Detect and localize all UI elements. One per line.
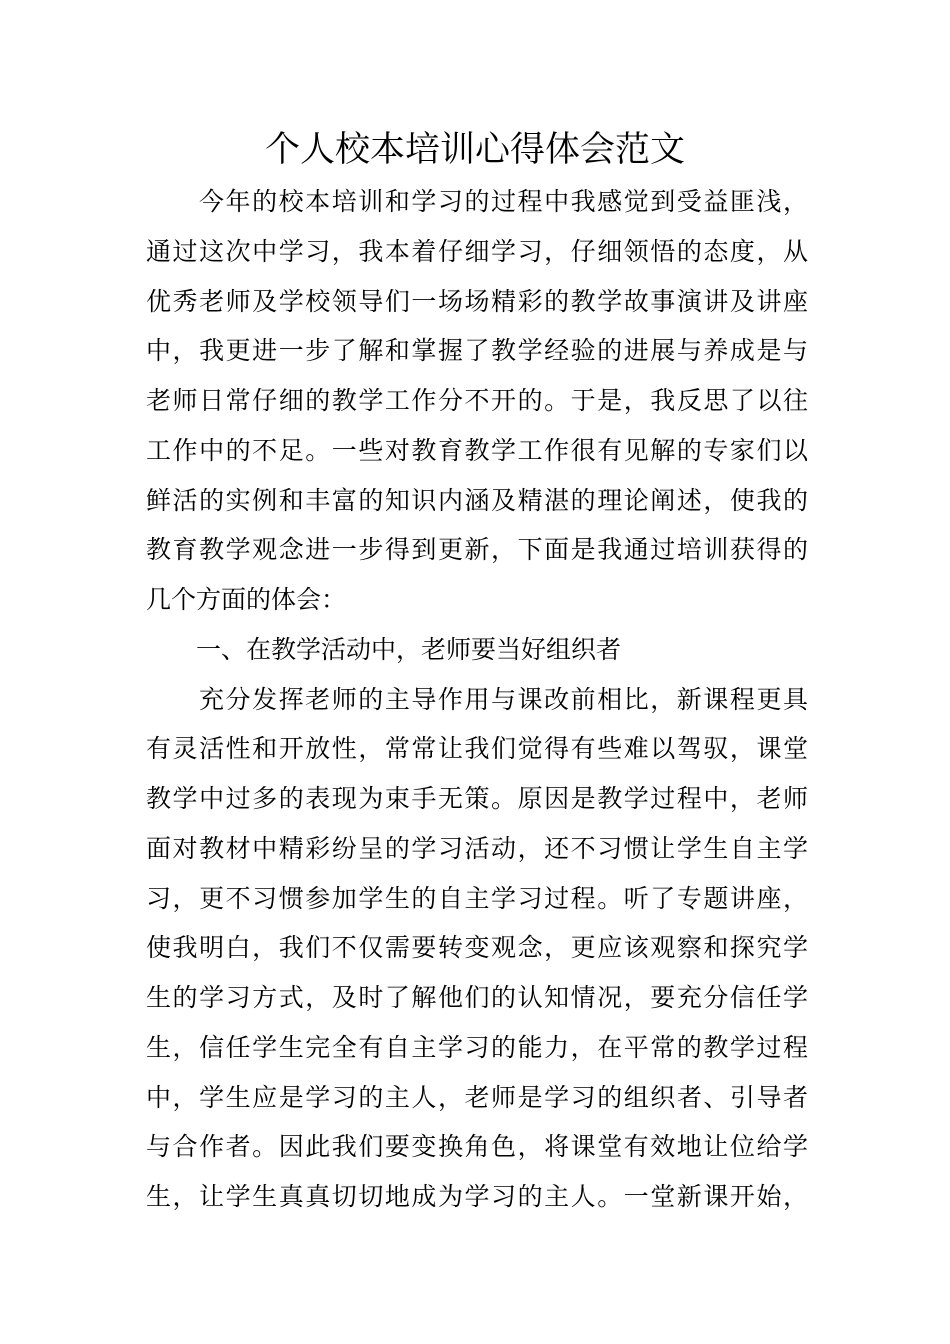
paragraph-line: 面对教材中精彩纷呈的学习活动，还不习惯让学生自主学 — [146, 833, 808, 863]
paragraph-line: 充分发挥老师的主导作用与课改前相比，新课程更具 — [199, 684, 808, 714]
paragraph-line: 今年的校本培训和学习的过程中我感觉到受益匪浅， — [199, 187, 808, 216]
paragraph-line: 中，学生应是学习的主人，老师是学习的组织者、引导者 — [146, 1082, 808, 1112]
paragraph-line: 与合作者。因此我们要变换角色，将课堂有效地让位给学 — [146, 1132, 808, 1162]
paragraph-line: 通过这次中学习，我本着仔细学习，仔细领悟的态度，从 — [146, 236, 808, 266]
paragraph-line: 工作中的不足。一些对教育教学工作很有见解的专家们以 — [146, 435, 808, 465]
paragraph-line: 鲜活的实例和丰富的知识内涵及精湛的理论阐述，使我的 — [146, 485, 808, 515]
document-body — [146, 177, 808, 1222]
paragraph-line: 生，信任学生完全有自主学习的能力，在平常的教学过程 — [146, 1032, 808, 1062]
paragraph-line: 使我明白，我们不仅需要转变观念，更应该观察和探究学 — [146, 933, 808, 963]
paragraph-line: 中，我更进一步了解和掌握了教学经验的进展与养成是与 — [146, 336, 808, 366]
paragraph-line: 教育教学观念进一步得到更新，下面是我通过培训获得的 — [146, 535, 808, 565]
section-heading: 一、在教学活动中，老师要当好组织者 — [196, 634, 622, 664]
paragraph-line: 生，让学生真真切切地成为学习的主人。一堂新课开始， — [146, 1182, 808, 1211]
paragraph-line: 老师日常仔细的教学工作分不开的。于是，我反思了以往 — [146, 386, 808, 415]
document-title: 个人校本培训心得体会范文 — [264, 130, 685, 170]
paragraph-line: 几个方面的体会： — [146, 585, 347, 614]
paragraph-line: 优秀老师及学校领导们一场场精彩的教学故事演讲及讲座 — [146, 286, 808, 316]
paragraph-line: 习，更不习惯参加学生的自主学习过程。听了专题讲座， — [146, 883, 808, 913]
paragraph-line: 生的学习方式，及时了解他们的认知情况，要充分信任学 — [146, 983, 808, 1012]
paragraph-line: 有灵活性和开放性，常常让我们觉得有些难以驾驭，课堂 — [146, 734, 808, 764]
paragraph-line: 教学中过多的表现为束手无策。原因是教学过程中，老师 — [146, 784, 808, 813]
